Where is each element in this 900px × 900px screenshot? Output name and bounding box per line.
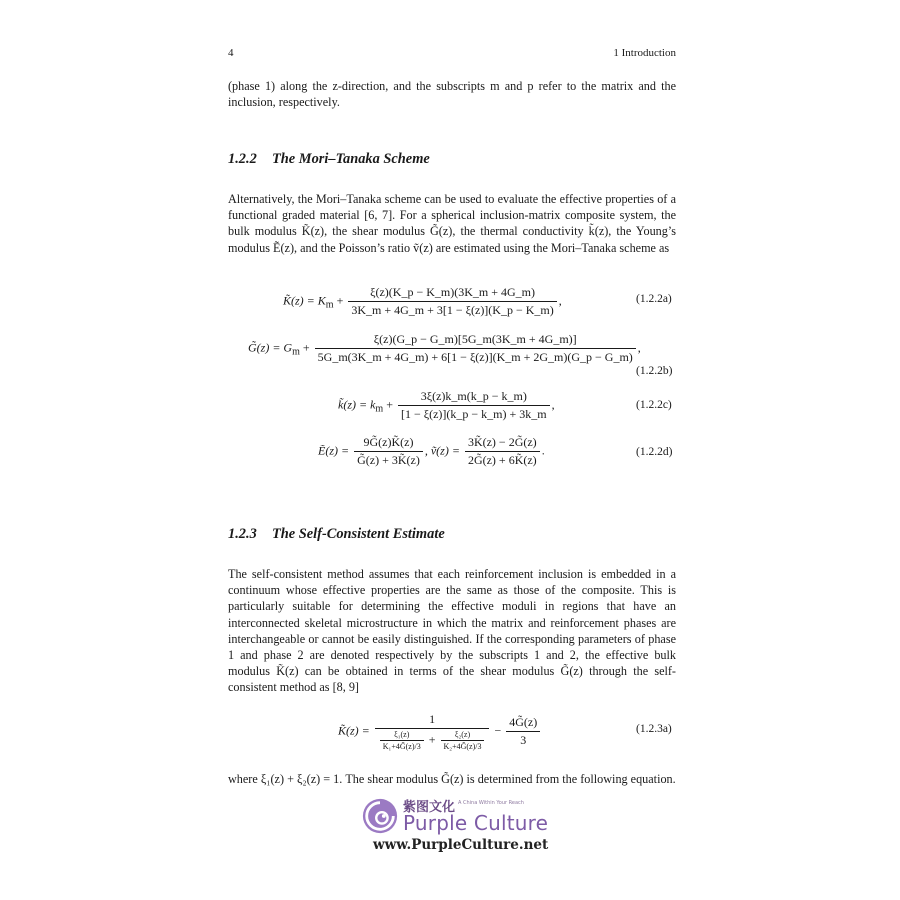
- watermark-url[interactable]: www.PurpleCulture.net: [373, 837, 549, 853]
- fraction: $\frac{\xi(z)(K\_p - K\_m)(3K\_m + 4G\_m)}{3K\_m + 4G\_m + 3[1 - \xi(z)](K\_p - K\_m)}$: [348, 285, 556, 318]
- equation-label: (1.2.2c): [636, 399, 672, 411]
- equation-1-2-2b: G̃(z) = $G_m$ + $\frac{\xi(z)(G\_p - G\_m)[5G\_m(3K\_m + 4G\_m)]}{5G\_m(3K\_m + 4G\_m) + 6[1 - \xi(z)](K\_m + 2G\_m)(G\_p - G\_m)}$ ,: [248, 332, 641, 364]
- equation-label: (1.2.2b): [636, 365, 673, 377]
- fraction: $\frac{9G̃(z)K̃(z)}{G̃(z) + 3K̃(z)}$: [354, 435, 423, 468]
- section-heading-1-2-2: [228, 151, 676, 168]
- watermark-name: Purple Culture: [403, 811, 549, 835]
- fraction: $\frac{4G̃(z)}{3}$: [506, 715, 540, 748]
- equation-1-2-2d: Ẽ(z) = $\frac{9G̃(z)K̃(z)}{G̃(z) + 3K̃(z)}$ , ṽ(z) = $\frac{3K̃(z) - 2G̃(z)}{2G̃(z) + 6K̃(z)}$ .: [318, 435, 545, 467]
- fraction: $\frac{3K̃(z) - 2G̃(z)}{2G̃(z) + 6K̃(z)}$: [465, 435, 540, 468]
- fraction: $\frac{\text{ξ₁(z)}}{\text{K₁+4G̃(z)/3}}$: [380, 730, 424, 751]
- paragraph-end: where ξ₁(z) + ξ₂(z) = 1. The shear modulus G̃(z) is determined from the following equation.: [228, 772, 676, 786]
- section-title: The Mori–Tanaka Scheme: [272, 151, 430, 167]
- section-heading-1-2-3: [228, 526, 676, 543]
- equation-1-2-3a: K̃(z) = 1 $\frac{\text{ξ₁(z)}}{\text{K₁+4G̃(z)/3}}$ + $\frac{\text{ξ₂(z)}}{\text{K₂+4G̃(z)/3}}$ − $\frac{4G̃(z)}{3}$: [338, 712, 542, 751]
- watermark-chinese: 紫图文化: [403, 800, 456, 815]
- fraction: $\frac{3\xi(z)k\_m(k\_p - k\_m)}{[1 - \xi(z)](k\_p - k\_m) + 3k\_m}$: [398, 389, 550, 422]
- paragraph-mori-tanaka: Alternatively, the Mori–Tanaka scheme can be used to evaluate the effective properties of a functional graded material [6, 7]. For a spherical inclusion-matrix composite system, the bulk modulus K̃(z), the shear modulus G̃(z), the thermal conductivity k̃(z), the Young’s modulus Ẽ(z), and the Poisson’s ratio ṽ(z) are estimated using the Mori–Tanaka scheme as: [228, 192, 676, 255]
- equation-1-2-2a: K̃(z) = $K_m$ + $\frac{\xi(z)(K\_p - K\_m)(3K\_m + 4G\_m)}{3K\_m + 4G\_m + 3[1 - \xi(z)](K\_p - K\_m)}$ ,: [283, 285, 562, 317]
- fraction: $\frac{\text{ξ₂(z)}}{\text{K₂+4G̃(z)/3}}$: [441, 730, 485, 751]
- chapter-title: 1 Introduction: [613, 47, 676, 59]
- fraction: 1 $\frac{\text{ξ₁(z)}}{\text{K₁+4G̃(z)/3}}$ + $\frac{\text{ξ₂(z)}}{\text{K₂+4G̃(z)/3}}$: [375, 712, 490, 751]
- watermark-tagline: A China Within Your Reach: [458, 800, 524, 806]
- section-title: The Self-Consistent Estimate: [272, 526, 445, 542]
- page-number: 4: [228, 47, 234, 59]
- paragraph-self-consistent: The self-consistent method assumes that each reinforcement inclusion is embedded in a continuum whose effective properties are the same as those of the composite. This is particularly suitable for determining the effective moduli in regions that have an interconnected skeletal microstructure in which the matrix and reinforcement phases are interchangeable or cannot be easily distinguished. If the corresponding parameters of phase 1 and phase 2 are denoted respectively by the subscripts 1 and 2, the effective bulk modulus K̃(z) can be obtained in terms of the shear modulus G̃(z) through the self-consistent method as [8, 9]: [228, 567, 676, 695]
- paragraph-top: (phase 1) along the z-direction, and the subscripts m and p refer to the matrix and the inclusion, respectively.: [228, 79, 676, 110]
- equation-label: (1.2.2a): [636, 293, 672, 305]
- equation-label: (1.2.3a): [636, 723, 672, 735]
- equation-1-2-2c: k̃(z) = $k_m$ + $\frac{3\xi(z)k\_m(k\_p - k\_m)}{[1 - \xi(z)](k\_p - k\_m) + 3k\_m}$ ,: [338, 389, 555, 421]
- purple-culture-watermark: [355, 793, 555, 863]
- fraction: $\frac{\xi(z)(G\_p - G\_m)[5G\_m(3K\_m + 4G\_m)]}{5G\_m(3K\_m + 4G\_m) + 6[1 - \xi(z)](K\_m + 2G\_m)(G\_p - G\_m)}$: [315, 332, 636, 365]
- equation-label: (1.2.2d): [636, 446, 673, 458]
- section-number: 1.2.2: [228, 151, 257, 167]
- purple-culture-logo-icon: [361, 797, 399, 835]
- section-number: 1.2.3: [228, 526, 257, 542]
